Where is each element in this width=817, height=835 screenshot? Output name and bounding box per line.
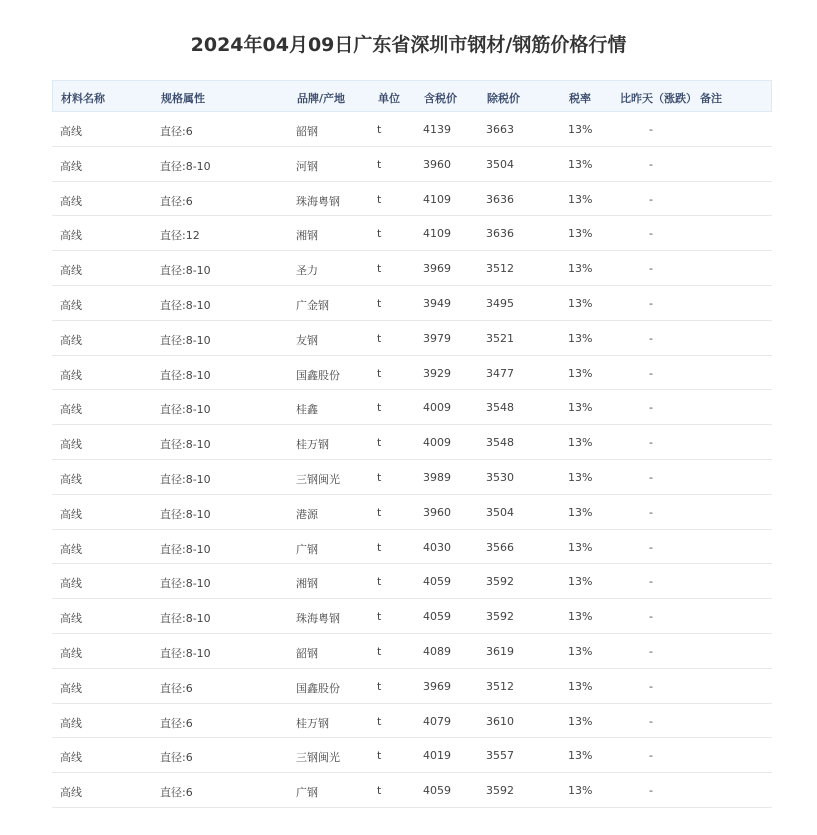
cell-change-vs-yesterday: - [649, 123, 653, 136]
cell-price-excl-tax: 3636 [486, 227, 514, 241]
cell-price-incl-tax: 4059 [423, 575, 451, 589]
cell-price-incl-tax: 4139 [423, 123, 451, 136]
cell-change-vs-yesterday: - [649, 262, 653, 276]
cell-price-excl-tax: 3619 [486, 644, 514, 658]
cell-material-name: 高线 [60, 577, 82, 591]
cell-material-name: 高线 [60, 403, 82, 417]
cell-unit: t [377, 192, 382, 206]
table-row [52, 704, 772, 739]
cell-tax-rate: 13% [568, 401, 593, 415]
header-material-name: 材料名称 [61, 92, 105, 105]
cell-change-vs-yesterday: - [649, 679, 653, 693]
cell-price-incl-tax: 3949 [423, 296, 451, 310]
cell-spec: 直径:8-10 [160, 159, 211, 173]
cell-change-vs-yesterday: - [649, 714, 653, 728]
cell-change-vs-yesterday: - [649, 157, 653, 171]
cell-material-name: 高线 [60, 786, 82, 800]
cell-spec: 直径:8-10 [160, 577, 211, 591]
cell-brand-origin: 韶钢 [296, 125, 318, 138]
cell-material-name: 高线 [60, 716, 82, 730]
cell-unit: t [377, 714, 382, 728]
cell-price-incl-tax: 4079 [423, 714, 451, 728]
cell-tax-rate: 13% [568, 714, 593, 728]
cell-brand-origin: 三钢闽光 [296, 472, 340, 486]
cell-tax-rate: 13% [568, 262, 593, 276]
table-row [52, 182, 772, 217]
cell-brand-origin: 国鑫股份 [296, 368, 340, 382]
cell-brand-origin: 友钢 [296, 333, 318, 347]
cell-tax-rate: 13% [568, 644, 593, 658]
cell-price-incl-tax: 3960 [423, 157, 451, 171]
cell-brand-origin: 圣力 [296, 264, 318, 278]
cell-price-excl-tax: 3504 [486, 157, 514, 171]
cell-spec: 直径:6 [160, 194, 193, 208]
cell-spec: 直径:6 [160, 786, 193, 800]
cell-price-excl-tax: 3548 [486, 436, 514, 450]
cell-tax-rate: 13% [568, 192, 593, 206]
cell-change-vs-yesterday: - [649, 436, 653, 450]
table-row [52, 564, 772, 599]
cell-price-excl-tax: 3512 [486, 262, 514, 276]
cell-price-excl-tax: 3592 [486, 575, 514, 589]
cell-tax-rate: 13% [568, 366, 593, 380]
table-row [52, 530, 772, 565]
cell-change-vs-yesterday: - [649, 784, 653, 798]
cell-unit: t [377, 331, 382, 345]
cell-change-vs-yesterday: - [649, 192, 653, 206]
cell-price-excl-tax: 3663 [486, 123, 514, 136]
cell-price-excl-tax: 3636 [486, 192, 514, 206]
cell-brand-origin: 国鑫股份 [296, 681, 340, 695]
cell-brand-origin: 广钢 [296, 786, 318, 800]
cell-unit: t [377, 470, 382, 484]
cell-unit: t [377, 749, 382, 763]
cell-change-vs-yesterday: - [649, 366, 653, 380]
cell-price-incl-tax: 4059 [423, 784, 451, 798]
cell-material-name: 高线 [60, 333, 82, 347]
cell-change-vs-yesterday: - [649, 227, 653, 241]
cell-material-name: 高线 [60, 612, 82, 626]
cell-unit: t [377, 366, 382, 380]
table-row [52, 495, 772, 530]
table-row [52, 147, 772, 182]
header-unit: 单位 [378, 92, 400, 105]
cell-brand-origin: 珠海粤钢 [296, 194, 340, 208]
cell-tax-rate: 13% [568, 436, 593, 450]
cell-price-incl-tax: 4089 [423, 644, 451, 658]
table-row [52, 390, 772, 425]
cell-unit: t [377, 123, 382, 136]
cell-change-vs-yesterday: - [649, 540, 653, 554]
cell-material-name: 高线 [60, 194, 82, 208]
table-row [52, 773, 772, 808]
table-row [52, 286, 772, 321]
cell-price-excl-tax: 3530 [486, 470, 514, 484]
header-change-vs-yesterday: 比昨天（涨跌） [620, 92, 697, 105]
cell-spec: 直径:8-10 [160, 403, 211, 417]
table-row [52, 634, 772, 669]
cell-price-excl-tax: 3495 [486, 296, 514, 310]
cell-price-incl-tax: 3989 [423, 470, 451, 484]
cell-tax-rate: 13% [568, 470, 593, 484]
cell-spec: 直径:8-10 [160, 612, 211, 626]
cell-price-incl-tax: 3969 [423, 262, 451, 276]
cell-material-name: 高线 [60, 681, 82, 695]
cell-spec: 直径:8-10 [160, 646, 211, 660]
cell-spec: 直径:8-10 [160, 472, 211, 486]
cell-price-incl-tax: 4109 [423, 227, 451, 241]
cell-material-name: 高线 [60, 298, 82, 312]
cell-unit: t [377, 505, 382, 519]
cell-brand-origin: 三钢闽光 [296, 751, 340, 765]
cell-spec: 直径:6 [160, 751, 193, 765]
cell-change-vs-yesterday: - [649, 575, 653, 589]
cell-change-vs-yesterday: - [649, 401, 653, 415]
cell-price-incl-tax: 4019 [423, 749, 451, 763]
cell-price-excl-tax: 3521 [486, 331, 514, 345]
cell-change-vs-yesterday: - [649, 644, 653, 658]
price-table [52, 80, 772, 808]
table-body [52, 112, 772, 808]
cell-material-name: 高线 [60, 438, 82, 452]
header-brand-origin: 品牌/产地 [297, 92, 346, 105]
cell-change-vs-yesterday: - [649, 610, 653, 624]
cell-price-incl-tax: 4109 [423, 192, 451, 206]
cell-price-incl-tax: 4059 [423, 610, 451, 624]
cell-material-name: 高线 [60, 751, 82, 765]
cell-unit: t [377, 262, 382, 276]
cell-material-name: 高线 [60, 646, 82, 660]
cell-brand-origin: 桂万钢 [296, 716, 329, 730]
cell-material-name: 高线 [60, 229, 82, 243]
cell-spec: 直径:8-10 [160, 507, 211, 521]
cell-price-incl-tax: 3960 [423, 505, 451, 519]
page-title: 2024年04月09日广东省深圳市钢材/钢筋价格行情 [190, 34, 627, 56]
header-price-excl-tax: 除税价 [487, 92, 520, 105]
cell-price-excl-tax: 3566 [486, 540, 514, 554]
cell-price-incl-tax: 3979 [423, 331, 451, 345]
cell-change-vs-yesterday: - [649, 296, 653, 310]
cell-tax-rate: 13% [568, 123, 593, 136]
cell-price-excl-tax: 3592 [486, 610, 514, 624]
cell-brand-origin: 湘钢 [296, 577, 318, 591]
cell-spec: 直径:8-10 [160, 264, 211, 278]
cell-change-vs-yesterday: - [649, 505, 653, 519]
cell-brand-origin: 港源 [296, 507, 318, 521]
cell-spec: 直径:8-10 [160, 542, 211, 556]
cell-tax-rate: 13% [568, 610, 593, 624]
table-row [52, 356, 772, 391]
cell-price-incl-tax: 4009 [423, 436, 451, 450]
cell-unit: t [377, 227, 382, 241]
cell-unit: t [377, 436, 382, 450]
cell-spec: 直径:12 [160, 229, 200, 243]
cell-tax-rate: 13% [568, 749, 593, 763]
table-row [52, 112, 772, 147]
cell-brand-origin: 珠海粤钢 [296, 612, 340, 626]
cell-tax-rate: 13% [568, 296, 593, 310]
cell-material-name: 高线 [60, 507, 82, 521]
cell-price-excl-tax: 3548 [486, 401, 514, 415]
cell-price-incl-tax: 3969 [423, 679, 451, 693]
cell-spec: 直径:8-10 [160, 298, 211, 312]
cell-tax-rate: 13% [568, 679, 593, 693]
cell-brand-origin: 桂万钢 [296, 438, 329, 452]
cell-brand-origin: 广钢 [296, 542, 318, 556]
table-row [52, 425, 772, 460]
cell-unit: t [377, 401, 382, 415]
header-price-incl-tax: 含税价 [424, 92, 457, 105]
table-row [52, 251, 772, 286]
cell-change-vs-yesterday: - [649, 470, 653, 484]
cell-tax-rate: 13% [568, 227, 593, 241]
cell-price-incl-tax: 4009 [423, 401, 451, 415]
cell-price-excl-tax: 3477 [486, 366, 514, 380]
cell-unit: t [377, 540, 382, 554]
cell-tax-rate: 13% [568, 505, 593, 519]
cell-unit: t [377, 644, 382, 658]
cell-price-incl-tax: 3929 [423, 366, 451, 380]
table-header [52, 80, 772, 112]
cell-material-name: 高线 [60, 542, 82, 556]
cell-spec: 直径:6 [160, 716, 193, 730]
cell-unit: t [377, 296, 382, 310]
cell-tax-rate: 13% [568, 784, 593, 798]
header-remarks: 备注 [700, 92, 722, 105]
cell-tax-rate: 13% [568, 540, 593, 554]
cell-spec: 直径:6 [160, 125, 193, 138]
cell-unit: t [377, 575, 382, 589]
cell-change-vs-yesterday: - [649, 331, 653, 345]
cell-change-vs-yesterday: - [649, 749, 653, 763]
cell-spec: 直径:8-10 [160, 333, 211, 347]
cell-material-name: 高线 [60, 368, 82, 382]
cell-price-incl-tax: 4030 [423, 540, 451, 554]
cell-brand-origin: 湘钢 [296, 229, 318, 243]
table-row [52, 321, 772, 356]
cell-material-name: 高线 [60, 125, 82, 138]
cell-unit: t [377, 784, 382, 798]
cell-price-excl-tax: 3504 [486, 505, 514, 519]
table-row [52, 460, 772, 495]
cell-brand-origin: 桂鑫 [296, 403, 318, 417]
header-tax-rate: 税率 [569, 92, 591, 105]
cell-price-excl-tax: 3557 [486, 749, 514, 763]
table-row [52, 669, 772, 704]
cell-spec: 直径:6 [160, 681, 193, 695]
cell-material-name: 高线 [60, 472, 82, 486]
cell-brand-origin: 韶钢 [296, 646, 318, 660]
cell-brand-origin: 河钢 [296, 159, 318, 173]
cell-brand-origin: 广金钢 [296, 298, 329, 312]
cell-price-excl-tax: 3512 [486, 679, 514, 693]
header-spec: 规格属性 [161, 92, 205, 105]
cell-tax-rate: 13% [568, 331, 593, 345]
cell-unit: t [377, 157, 382, 171]
table-row [52, 599, 772, 634]
cell-material-name: 高线 [60, 264, 82, 278]
cell-spec: 直径:8-10 [160, 438, 211, 452]
cell-unit: t [377, 679, 382, 693]
cell-spec: 直径:8-10 [160, 368, 211, 382]
cell-tax-rate: 13% [568, 575, 593, 589]
cell-price-excl-tax: 3592 [486, 784, 514, 798]
cell-unit: t [377, 610, 382, 624]
cell-price-excl-tax: 3610 [486, 714, 514, 728]
cell-tax-rate: 13% [568, 157, 593, 171]
table-row [52, 738, 772, 773]
table-row [52, 216, 772, 251]
cell-material-name: 高线 [60, 159, 82, 173]
